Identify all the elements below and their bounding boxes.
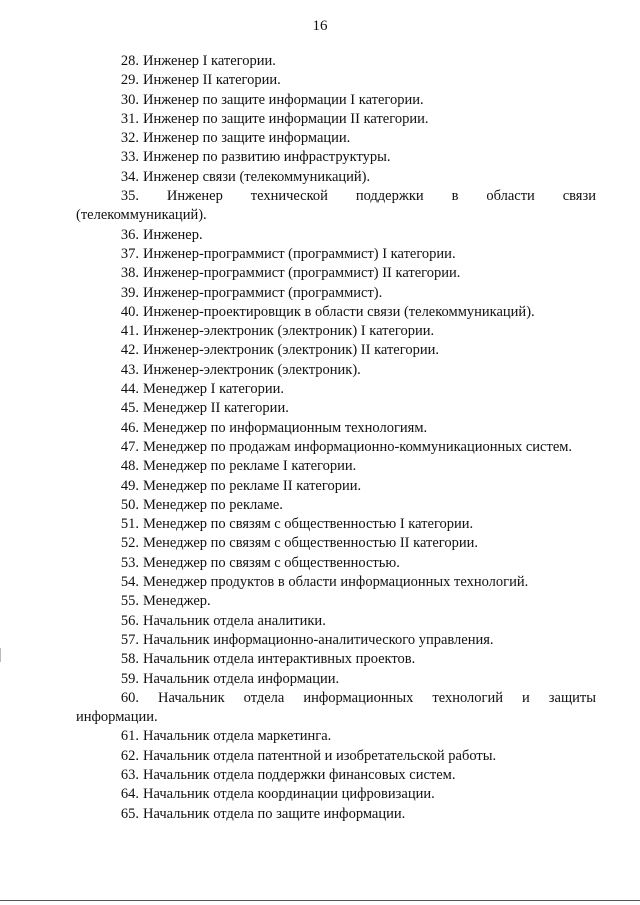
list-item-text: Инженер II категории. (143, 72, 281, 89)
list-item-word: технической (250, 188, 328, 205)
list-item-text: Инженер по защите информации I категории. (143, 91, 424, 108)
list-item (0, 380, 640, 399)
list-item (0, 612, 640, 631)
list-item-text: Менеджер I категории. (143, 381, 284, 398)
list-item-word: Инженер (166, 188, 223, 205)
list-item (0, 245, 640, 264)
list-item (0, 747, 640, 766)
list-item (0, 805, 640, 824)
list-item-word: в (451, 188, 459, 205)
list-item-text: Менеджер по связям с общественностью. (143, 554, 400, 571)
list-item-first-line (76, 689, 596, 708)
list-item-text: Инженер-электроник (электроник) I категории. (143, 323, 435, 340)
list-item-text: Менеджер II категории. (143, 400, 289, 417)
list-item-number: 45. (120, 400, 139, 417)
list-item-text: Инженер-проектировщик в области связи (телекоммуникаций). (143, 303, 535, 320)
list-item-number: 37. (120, 245, 139, 262)
list-item (0, 322, 640, 341)
list-item-continuation: информации. (76, 709, 158, 726)
list-item-number: 32. (120, 130, 139, 147)
list-item-number: 34. (120, 168, 139, 185)
list-item-word: и (522, 689, 530, 706)
list-item-number: 40. (120, 303, 139, 320)
list-item-text: Инженер-электроник (электроник). (143, 361, 361, 378)
list-item-first-line (76, 187, 596, 206)
list-item (0, 71, 640, 90)
list-item-text: Начальник отдела информации. (143, 670, 340, 687)
list-item-text: Инженер-программист (программист) II категории. (143, 265, 461, 282)
list-item-number: 51. (120, 516, 139, 533)
list-item (0, 785, 640, 804)
list-item-number: 65. (120, 805, 139, 822)
list-item-number: 49. (120, 477, 139, 494)
list-item (0, 727, 640, 746)
list-item-word: информационных (303, 689, 414, 706)
list-item-number: 63. (120, 766, 139, 783)
list-item-number: 61. (120, 728, 139, 745)
list-item (0, 477, 640, 496)
list-item-number: 55. (120, 593, 139, 610)
list-item-number: 29. (120, 72, 139, 89)
list-item-word: технологий (432, 689, 503, 706)
list-item-text: Инженер. (143, 226, 203, 243)
list-item-text: Инженер I категории. (143, 53, 276, 69)
list-item-number: 44. (120, 381, 139, 398)
list-item-number: 50. (120, 496, 139, 513)
list-item-number: 60. (120, 689, 139, 706)
list-item-number: 62. (120, 747, 139, 764)
list-item-number: 38. (120, 265, 139, 282)
list-item (0, 168, 640, 187)
list-item-word: отдела (243, 689, 285, 706)
list-item (0, 496, 640, 515)
list-item (0, 457, 640, 476)
list-item-text: Инженер-программист (программист). (143, 284, 383, 301)
list-item-text: Менеджер по связям с общественностью II категории. (143, 535, 479, 552)
list-item-word: Начальник (158, 689, 225, 706)
list-item-text: Менеджер по рекламе I категории. (143, 458, 357, 475)
list-item (0, 631, 640, 650)
page-number: 16 (312, 18, 328, 34)
list-item-number: 48. (120, 458, 139, 475)
list-item-number: 52. (120, 535, 139, 552)
list-item-text: Менеджер. (143, 593, 211, 610)
list-item (0, 264, 640, 283)
list-item (76, 689, 596, 728)
list-item-text: Менеджер по рекламе. (143, 496, 283, 513)
list-item-number: 42. (120, 342, 139, 359)
list-item (0, 91, 640, 110)
list-item-text: Начальник отдела координации цифровизации. (143, 786, 435, 803)
list-item (0, 534, 640, 553)
list-item-continuation: (телекоммуникаций). (76, 207, 207, 224)
list-item-text: Менеджер по связям с общественностью I категории. (143, 516, 474, 533)
list-item-word: поддержки (355, 188, 424, 205)
list-item (0, 148, 640, 167)
page-bottom-rule (0, 900, 640, 901)
list-item-text: Начальник отдела маркетинга. (143, 728, 332, 745)
list-item-number: 56. (120, 612, 139, 629)
list-item-number: 39. (120, 284, 139, 301)
list-item-text: Инженер-программист (программист) I категории. (143, 245, 456, 262)
list-item-text: Менеджер по информационным технологиям. (143, 419, 428, 436)
list-item-number: 41. (120, 323, 139, 340)
list-item-text: Инженер по защите информации. (143, 130, 351, 147)
list-item-number: 33. (120, 149, 139, 166)
list-item (0, 284, 640, 303)
list-item-text: Начальник отдела аналитики. (143, 612, 326, 629)
list-item (0, 399, 640, 418)
list-item-number: 58. (120, 651, 139, 668)
list-item (0, 341, 640, 360)
list-item-number: 30. (120, 91, 139, 108)
list-item-text: Инженер связи (телекоммуникаций). (143, 168, 371, 185)
list-item (0, 303, 640, 322)
list-item-number: 28. (120, 53, 139, 69)
list-item (0, 438, 640, 457)
list-item-number: 53. (120, 554, 139, 571)
list-item-text: Начальник отдела интерактивных проектов. (143, 651, 416, 668)
list-item-text: Инженер по защите информации II категории. (143, 110, 429, 127)
list-item (0, 515, 640, 534)
list-item-number: 31. (120, 110, 139, 127)
list-item-text: Менеджер по продажам информационно-коммуникационных систем. (143, 438, 573, 455)
list-item (0, 766, 640, 785)
scan-edge-mark (0, 648, 1, 662)
list-item-word: области (486, 188, 535, 205)
list-item-number: 64. (120, 786, 139, 803)
list-item (0, 361, 640, 380)
list-item (0, 592, 640, 611)
list-item (0, 226, 640, 245)
list-item-number: 54. (120, 574, 139, 591)
list-item (0, 52, 640, 71)
list-item (0, 670, 640, 689)
list-item-number: 57. (120, 631, 139, 648)
list-item (0, 110, 640, 129)
list-item-text: Менеджер по рекламе II категории. (143, 477, 362, 494)
list-item (0, 419, 640, 438)
list-item-number: 59. (120, 670, 139, 687)
list-item-text: Инженер-электроник (электроник) II категории. (143, 342, 439, 359)
list-item (0, 573, 640, 592)
list-item (0, 554, 640, 573)
list-item-number: 43. (120, 361, 139, 378)
list-item-text: Менеджер продуктов в области информационных технологий. (143, 574, 529, 591)
list-item-number: 36. (120, 226, 139, 243)
list-item (0, 129, 640, 148)
list-item-word: связи (562, 188, 596, 205)
list-item-text: Начальник отдела патентной и изобретательской работы. (143, 747, 497, 764)
list-item-number: 47. (120, 438, 139, 455)
list-item-text: Инженер по развитию инфраструктуры. (143, 149, 391, 166)
list-item-word: защиты (548, 689, 596, 706)
list-item-text: Начальник отдела по защите информации. (143, 805, 406, 822)
list-item-number: 35. (120, 188, 139, 205)
position-list (0, 52, 640, 824)
list-item-text: Начальник отдела поддержки финансовых систем. (143, 766, 456, 783)
list-item-number: 46. (120, 419, 139, 436)
list-item (0, 650, 640, 669)
list-item-text: Начальник информационно-аналитического управления. (143, 631, 494, 648)
list-item (76, 187, 596, 226)
